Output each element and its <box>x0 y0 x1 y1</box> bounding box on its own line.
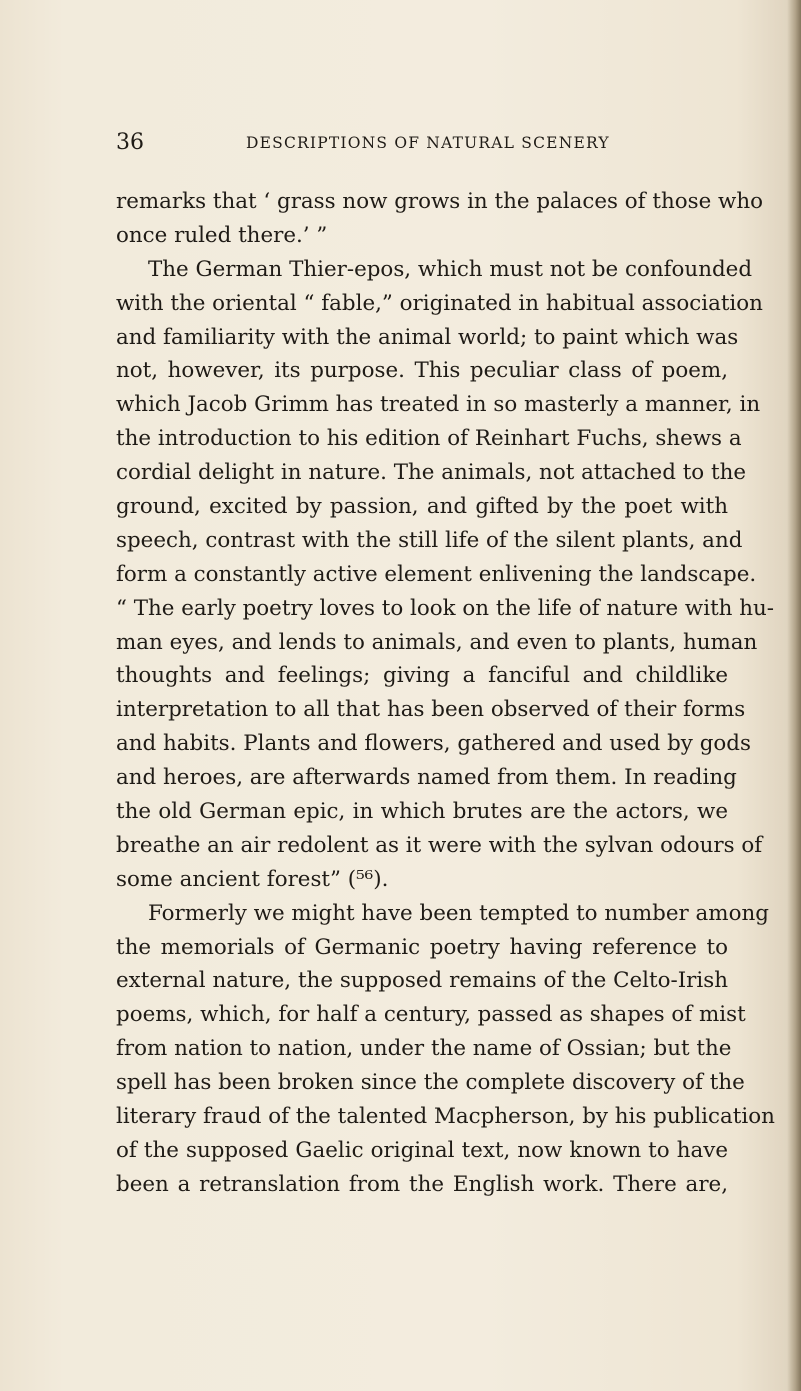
text-line: the memorials of Germanic poetry having reference to <box>116 934 728 960</box>
text-line: once ruled there.’ ” <box>116 222 328 248</box>
page-edge-shadow <box>787 0 801 1391</box>
text-line: speech, contrast with the still life of the silent plants, and <box>116 527 743 553</box>
text-line: poems, which, for half a century, passed as shapes of mist <box>116 1002 746 1028</box>
text-line: literary fraud of the talented Macpherson, by his publication <box>116 1104 775 1130</box>
text-line: The German Thier-epos, which must not be confounded <box>148 256 753 282</box>
text-line: ground, excited by passion, and gifted by the poet with <box>116 494 728 520</box>
text-line: spell has been broken since the complete discovery of the <box>116 1070 745 1096</box>
page-header <box>112 130 732 160</box>
text-line: with the oriental “ fable,” originated in habitual association <box>116 290 763 316</box>
text-line: some ancient forest” (⁵⁶). <box>116 866 389 892</box>
text-line: from nation to nation, under the name of Ossian; but the <box>116 1036 732 1062</box>
text-line: not, however, its purpose. This peculiar class of poem, <box>116 358 728 384</box>
text-line: interpretation to all that has been observed of their forms <box>116 697 746 723</box>
text-line: Formerly we might have been tempted to number among <box>148 900 769 926</box>
text-line: remarks that ‘ grass now grows in the palaces of those who <box>116 189 764 214</box>
text-line: thoughts and feelings; giving a fanciful and childlike <box>116 663 728 689</box>
text-line: and familiarity with the animal world; to paint which was <box>116 324 739 350</box>
text-line: “ The early poetry loves to look on the life of nature with hu- <box>116 595 775 621</box>
text-line: breathe an air redolent as it were with the sylvan odours of <box>116 832 763 858</box>
text-line: which Jacob Grimm has treated in so masterly a manner, in <box>116 392 761 418</box>
body-text <box>116 185 775 1202</box>
text-line: and heroes, are afterwards named from them. In reading <box>116 765 737 791</box>
text-line: the introduction to his edition of Reinhart Fuchs, shews a <box>116 426 742 452</box>
text-line: been a retranslation from the English work. There are, <box>116 1171 728 1197</box>
text-line: and habits. Plants and flowers, gathered and used by gods <box>116 731 751 757</box>
page-number: 36 <box>116 130 144 155</box>
text-line: form a constantly active element enlivening the landscape. <box>116 561 757 587</box>
text-line: of the supposed Gaelic original text, now known to have <box>116 1137 728 1163</box>
text-line: man eyes, and lends to animals, and even to plants, human <box>116 629 758 655</box>
running-head: DESCRIPTIONS OF NATURAL SCENERY <box>246 134 610 152</box>
text-line: cordial delight in nature. The animals, not attached to the <box>116 460 747 486</box>
text-line: external nature, the supposed remains of the Celto-Irish <box>116 968 728 994</box>
text-line: the old German epic, in which brutes are the actors, we <box>116 799 728 825</box>
